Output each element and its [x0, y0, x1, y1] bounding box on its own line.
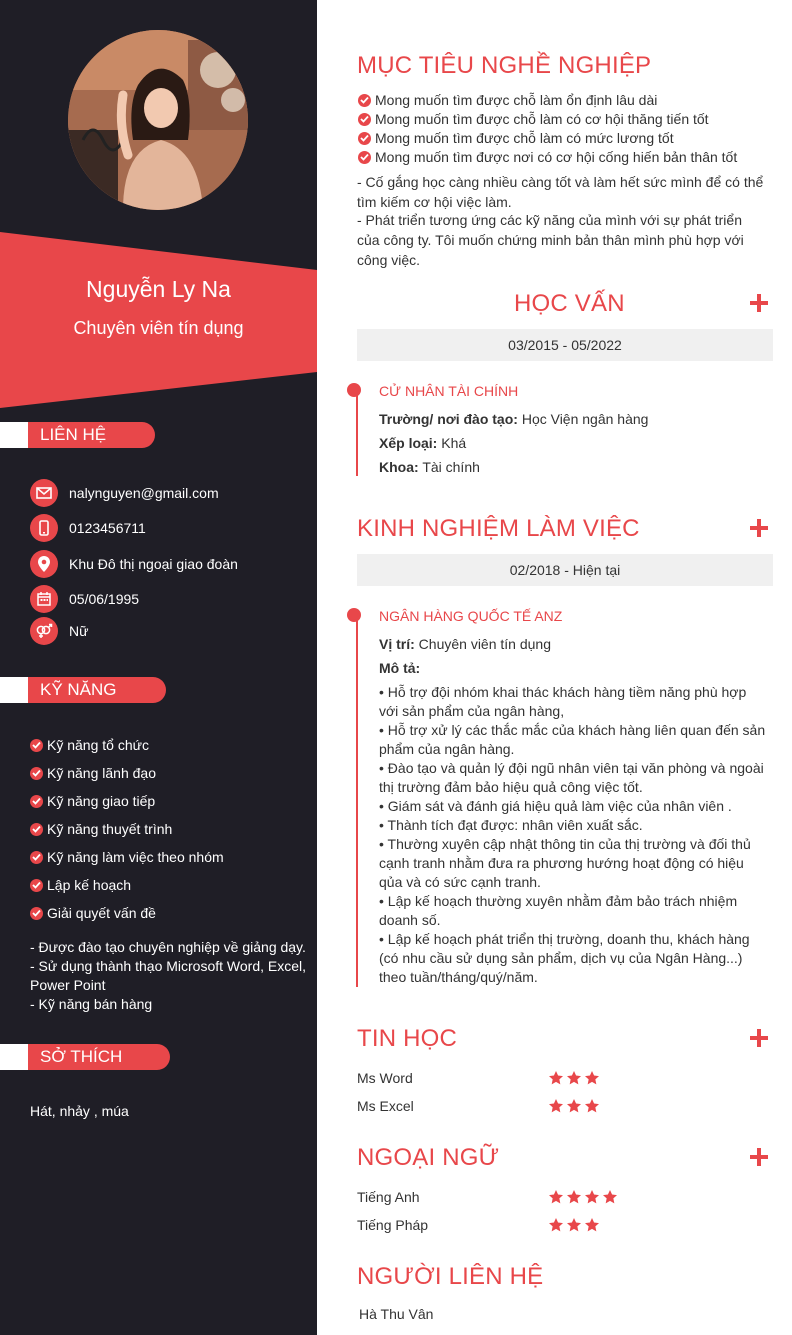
it-heading: TIN HỌC — [357, 1025, 458, 1052]
experience-position: Vị trí: Chuyên viên tín dụng — [379, 636, 551, 652]
star-icon — [548, 1217, 564, 1233]
hobbies-heading: SỞ THÍCH — [0, 1044, 170, 1070]
contact-email — [30, 479, 310, 507]
it-item: Ms Word — [357, 1070, 413, 1086]
gender-icon — [30, 617, 58, 645]
education-school: Trường/ nơi đào tạo: Học Viện ngân hàng — [379, 411, 649, 427]
reference-heading: NGƯỜI LIÊN HỆ — [357, 1263, 544, 1290]
hobbies-text: Hát, nhảy , múa — [30, 1103, 129, 1119]
objective-paragraph-2: - Phát triển tương ứng các kỹ năng của mình với sự phát triển của công ty. Tôi muốn chứng minh bản thân mình phù hợp với công việc. — [357, 212, 744, 268]
check-circle-icon — [30, 879, 43, 892]
avatar — [68, 30, 248, 210]
star-rating — [548, 1070, 602, 1086]
timeline-dot — [347, 383, 361, 397]
check-circle-icon — [30, 739, 43, 752]
skill-item: Lập kế hoạch — [30, 877, 310, 893]
experience-description: • Hỗ trợ đội nhóm khai thác khách hàng tiềm năng phù hợp với sản phẩm của ngân hàng, • Hỗ trợ xử lý các thắc mắc của khách hàng liên quan đến sản phẩm của ngân hàng. • Đào tạo và quản lý đội ngũ nhân viên tại văn phòng và ngoài thị trường đảm bảo hiệu quả công việc tốt. • Giám sát và đánh giá hiệu quả làm việc của nhân viên . • Thành tích đạt được: nhân viên xuất sắc. • Thường xuyên cập nhật thông tin của thị trường và đối thủ cạnh tranh nhằm đưa ra phương hướng hoạt động có hiệu qủa và có sức cạnh tranh. • Lập kế hoạch thường xuyên nhằm đảm bảo trách nhiệm doanh số. • Lập kế hoạch phát triển thị trường, doanh thu, khách hàng (có nhu cầu sử dụng sản phẩm, dịch vụ của Ngân Hàng...) theo tuần/tháng/quý/năm. — [379, 684, 766, 985]
goal-item: Mong muốn tìm được chỗ làm có mức lương tốt — [358, 130, 778, 146]
contact-heading: LIÊN HỆ — [0, 422, 155, 448]
star-icon — [548, 1189, 564, 1205]
goal-item: Mong muốn tìm được chỗ làm có cơ hội thăng tiến tốt — [358, 111, 778, 127]
check-circle-icon — [30, 823, 43, 836]
check-circle-icon — [30, 795, 43, 808]
skill-item: Kỹ năng lãnh đạo — [30, 765, 310, 781]
email-text: nalynguyen@gmail.com — [69, 485, 219, 501]
star-icon — [566, 1189, 582, 1205]
experience-period: 02/2018 - Hiện tại — [357, 554, 773, 586]
education-faculty: Khoa: Tài chính — [379, 459, 480, 475]
languages-heading: NGOẠI NGỮ — [357, 1144, 500, 1171]
star-icon — [566, 1098, 582, 1114]
objective-paragraph-1: - Cố gắng học càng nhiều càng tốt và làm hết sức mình để có thể tìm kiếm cơ hội việc làm. — [357, 174, 764, 210]
star-icon — [584, 1098, 600, 1114]
address-text: Khu Đô thị ngoại giao đoàn — [69, 556, 238, 572]
phone-text: 0123456711 — [69, 520, 146, 536]
star-rating — [548, 1189, 620, 1205]
star-icon — [566, 1070, 582, 1086]
gender-text: Nữ — [69, 623, 89, 639]
check-circle-icon — [358, 113, 371, 126]
goal-item: Mong muốn tìm được chỗ làm ổn định lâu dài — [358, 92, 778, 108]
experience-desc-label: Mô tả: — [379, 660, 421, 676]
check-circle-icon — [30, 851, 43, 864]
check-circle-icon — [30, 767, 43, 780]
experience-heading: KINH NGHIỆM LÀM VIỆC — [357, 515, 640, 542]
it-item: Ms Excel — [357, 1098, 414, 1114]
language-item: Tiếng Anh — [357, 1189, 420, 1205]
check-circle-icon — [358, 151, 371, 164]
star-icon — [566, 1217, 582, 1233]
star-icon — [548, 1070, 564, 1086]
check-circle-icon — [30, 907, 43, 920]
experience-plus-icon[interactable] — [750, 519, 768, 537]
check-circle-icon — [358, 132, 371, 145]
phone-icon — [30, 514, 58, 542]
star-icon — [584, 1217, 600, 1233]
language-item: Tiếng Pháp — [357, 1217, 429, 1233]
sidebar — [0, 0, 317, 1335]
education-plus-icon[interactable] — [750, 294, 768, 312]
reference-name: Hà Thu Vân — [359, 1306, 434, 1322]
contact-birthday — [30, 585, 310, 613]
skills-heading: KỸ NĂNG — [0, 677, 166, 703]
skill-item: Kỹ năng tổ chức — [30, 737, 310, 753]
it-plus-icon[interactable] — [750, 1029, 768, 1047]
star-icon — [602, 1189, 618, 1205]
languages-plus-icon[interactable] — [750, 1148, 768, 1166]
check-circle-icon — [358, 94, 371, 107]
star-rating — [548, 1217, 602, 1233]
contact-gender — [30, 617, 310, 645]
education-degree: CỬ NHÂN TÀI CHÍNH — [379, 383, 519, 399]
contact-address — [30, 550, 310, 578]
skill-item: Kỹ năng làm việc theo nhóm — [30, 849, 310, 865]
calendar-icon — [30, 585, 58, 613]
location-pin-icon — [30, 550, 58, 578]
education-heading: HỌC VẤN — [514, 290, 625, 317]
star-icon — [548, 1098, 564, 1114]
education-rank: Xếp loại: Khá — [379, 435, 467, 451]
star-rating — [548, 1098, 602, 1114]
skill-item: Kỹ năng thuyết trình — [30, 821, 310, 837]
timeline-dot — [347, 608, 361, 622]
timeline-line — [356, 390, 358, 476]
birthday-text: 05/06/1995 — [69, 591, 140, 607]
education-period: 03/2015 - 05/2022 — [357, 329, 773, 361]
star-icon — [584, 1070, 600, 1086]
goal-item: Mong muốn tìm được nơi có cơ hội cống hiến bản thân tốt — [358, 149, 778, 165]
contact-phone — [30, 514, 310, 542]
objective-heading: MỤC TIÊU NGHỀ NGHIỆP — [357, 52, 652, 79]
timeline-line — [356, 615, 358, 987]
star-icon — [584, 1189, 600, 1205]
experience-company: NGÂN HÀNG QUỐC TẾ ANZ — [379, 608, 563, 624]
skill-item: Giải quyết vấn đề — [30, 905, 310, 921]
candidate-name: Nguyễn Ly Na — [86, 276, 231, 302]
skill-item: Kỹ năng giao tiếp — [30, 793, 310, 809]
skills-notes: - Được đào tạo chuyên nghiệp về giảng dạy. - Sử dụng thành thạo Microsoft Word, Excel, Power Point - Kỹ năng bán hàng — [30, 939, 307, 1012]
candidate-job-title: Chuyên viên tín dụng — [73, 318, 244, 338]
mail-icon — [30, 479, 58, 507]
